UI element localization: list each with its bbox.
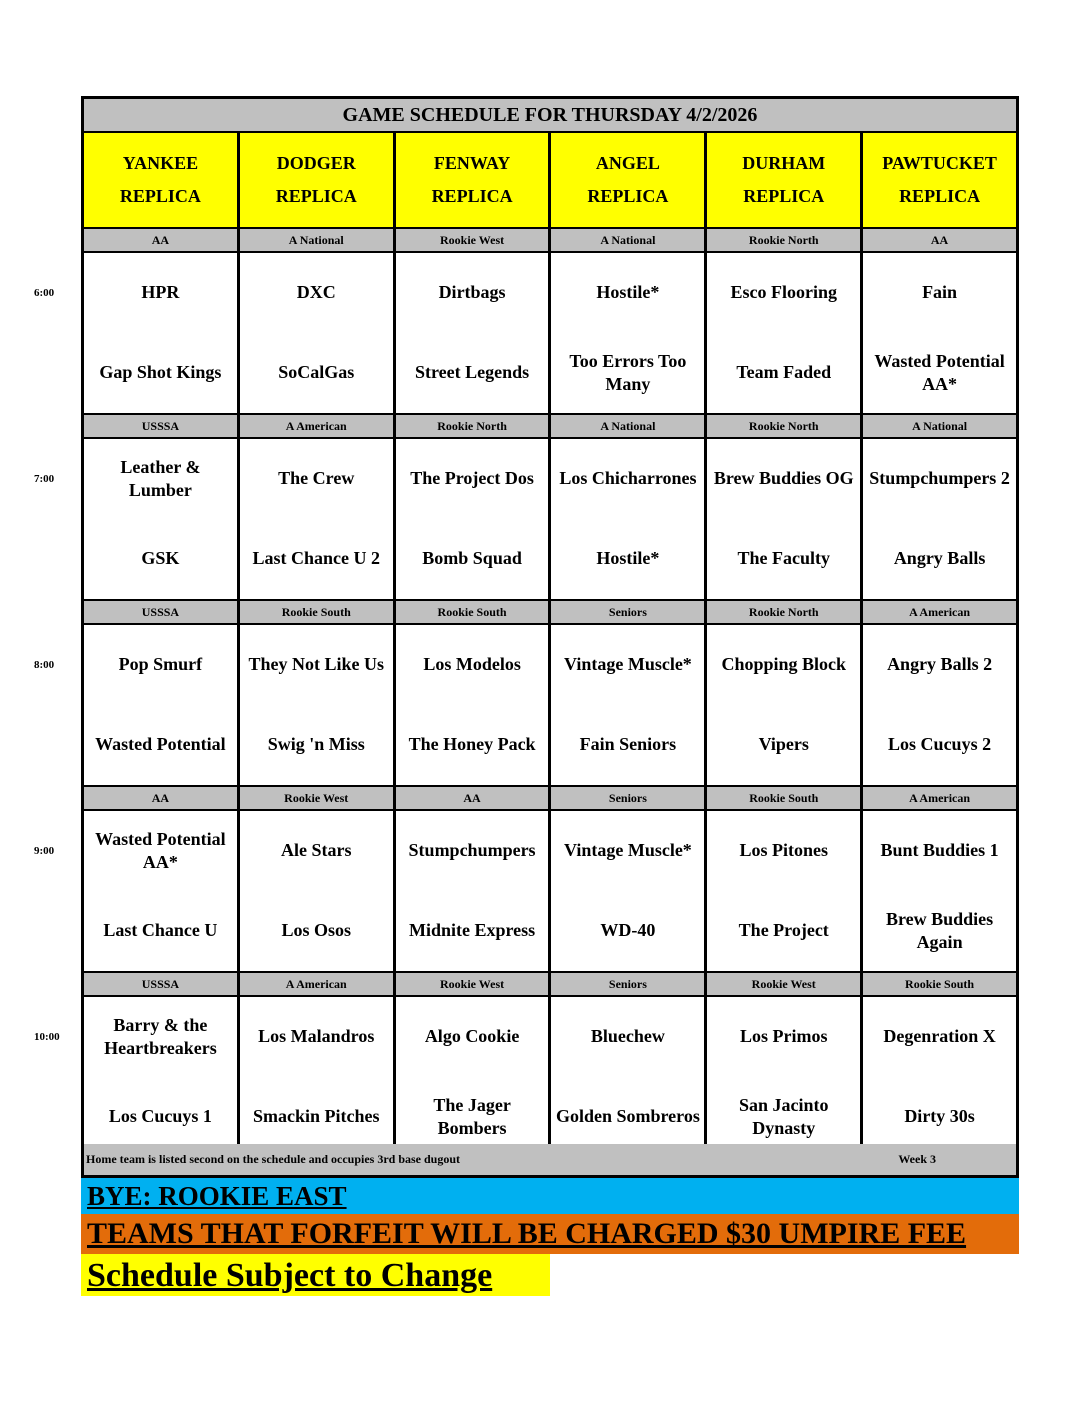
game-cell bbox=[396, 253, 549, 413]
division-label: A American bbox=[863, 787, 1016, 809]
field-type: REPLICA bbox=[743, 186, 825, 206]
game-cell bbox=[84, 997, 237, 1157]
home-team: Street Legends bbox=[414, 362, 530, 383]
division-label: Rookie South bbox=[707, 787, 860, 809]
schedule-footer bbox=[81, 1144, 1019, 1178]
home-team: Midnite Express bbox=[408, 920, 536, 941]
game-cell bbox=[551, 625, 704, 785]
away-team: Los Modelos bbox=[423, 654, 521, 675]
game-cell bbox=[84, 625, 237, 785]
field-header bbox=[707, 133, 860, 227]
away-team: Pop Smurf bbox=[118, 654, 203, 675]
game-cell bbox=[551, 997, 704, 1157]
schedule-subject-banner: Schedule Subject to Change bbox=[81, 1254, 550, 1296]
home-team: Swig 'n Miss bbox=[267, 734, 365, 755]
away-team: Los Pitones bbox=[739, 840, 828, 861]
away-team: Leather & Lumber bbox=[120, 456, 201, 500]
field-type: REPLICA bbox=[899, 186, 981, 206]
schedule-grid bbox=[81, 96, 1019, 1184]
game-cell bbox=[863, 997, 1016, 1157]
away-team: Fain bbox=[922, 282, 958, 303]
home-team: SoCalGas bbox=[278, 362, 355, 383]
bye-banner: BYE: ROOKIE EAST bbox=[81, 1178, 1019, 1214]
home-team: Vipers bbox=[758, 734, 809, 755]
home-team: Last Chance U bbox=[103, 920, 218, 941]
home-team: Dirty 30s bbox=[904, 1106, 975, 1127]
home-team: The Jager Bombers bbox=[433, 1094, 511, 1138]
division-label: Rookie South bbox=[240, 601, 393, 623]
home-team: Gap Shot Kings bbox=[99, 362, 222, 383]
home-team: Team Faded bbox=[736, 362, 832, 383]
field-header bbox=[551, 133, 704, 227]
division-label: A National bbox=[240, 229, 393, 251]
away-team: The Crew bbox=[278, 468, 355, 489]
away-team: Esco Flooring bbox=[730, 282, 837, 303]
division-label: Rookie West bbox=[396, 973, 549, 995]
field-header bbox=[240, 133, 393, 227]
division-label: AA bbox=[84, 229, 237, 251]
game-cell bbox=[84, 439, 237, 599]
away-team: The Project Dos bbox=[410, 468, 534, 489]
time-label: 6:00 bbox=[34, 287, 55, 299]
division-label: Rookie West bbox=[707, 973, 860, 995]
away-team: Ale Stars bbox=[280, 840, 352, 861]
field-header bbox=[396, 133, 549, 227]
home-team: Golden Sombreros bbox=[555, 1106, 700, 1127]
field-name: PAWTUCKET bbox=[882, 153, 997, 173]
home-team-note: Home team is listed second on the schedule and occupies 3rd base dugout bbox=[86, 1152, 461, 1166]
division-label: A American bbox=[863, 601, 1016, 623]
game-cell bbox=[396, 811, 549, 971]
away-team: HPR bbox=[141, 282, 180, 303]
away-team: Degenration X bbox=[883, 1026, 996, 1047]
field-name: DODGER bbox=[276, 153, 356, 173]
game-cell bbox=[707, 253, 860, 413]
game-cell bbox=[240, 997, 393, 1157]
field-type: REPLICA bbox=[587, 186, 669, 206]
away-team: Brew Buddies OG bbox=[713, 468, 854, 489]
home-team: Los Osos bbox=[281, 920, 351, 941]
field-name: FENWAY bbox=[433, 153, 511, 173]
home-team: Too Errors Too Many bbox=[569, 350, 687, 394]
home-team: Hostile* bbox=[596, 548, 660, 569]
field-type: REPLICA bbox=[119, 186, 201, 206]
away-team: They Not Like Us bbox=[248, 654, 384, 675]
time-label: 8:00 bbox=[34, 659, 55, 671]
game-cell bbox=[84, 811, 237, 971]
field-header bbox=[863, 133, 1016, 227]
home-team: Los Cucuys 1 bbox=[108, 1106, 212, 1127]
division-label: A National bbox=[863, 415, 1016, 437]
home-team: The Honey Pack bbox=[408, 734, 536, 755]
away-team: Stumpchumpers 2 bbox=[869, 468, 1010, 489]
home-team: The Faculty bbox=[737, 548, 830, 569]
week-label: Week 3 bbox=[898, 1152, 936, 1166]
game-cell bbox=[707, 997, 860, 1157]
game-cell bbox=[863, 625, 1016, 785]
home-team: Angry Balls bbox=[893, 548, 986, 569]
field-name: DURHAM bbox=[742, 153, 826, 173]
home-team: The Project bbox=[738, 920, 829, 941]
away-team: Vintage Muscle* bbox=[564, 840, 692, 861]
division-label: Seniors bbox=[551, 787, 704, 809]
home-team: Wasted Potential AA* bbox=[874, 350, 1005, 394]
division-label: Rookie North bbox=[707, 601, 860, 623]
home-team: Wasted Potential bbox=[95, 734, 226, 755]
away-team: Algo Cookie bbox=[424, 1026, 520, 1047]
division-label: Rookie West bbox=[240, 787, 393, 809]
game-cell bbox=[240, 625, 393, 785]
division-label: Rookie North bbox=[707, 229, 860, 251]
game-cell bbox=[707, 439, 860, 599]
home-team: San Jacinto Dynasty bbox=[738, 1094, 829, 1138]
division-label: Rookie West bbox=[396, 229, 549, 251]
game-cell bbox=[396, 997, 549, 1157]
game-cell bbox=[863, 811, 1016, 971]
field-name: YANKEE bbox=[122, 153, 199, 173]
home-team: Bomb Squad bbox=[422, 548, 522, 569]
away-team: Chopping Block bbox=[721, 654, 847, 675]
away-team: Los Chicharrones bbox=[559, 468, 697, 489]
division-label: USSSA bbox=[84, 415, 237, 437]
division-label: USSSA bbox=[84, 973, 237, 995]
game-cell bbox=[551, 439, 704, 599]
forfeit-banner: TEAMS THAT FORFEIT WILL BE CHARGED $30 UMPIRE FEE bbox=[81, 1214, 1019, 1254]
away-team: Los Malandros bbox=[258, 1026, 375, 1047]
division-label: Seniors bbox=[551, 601, 704, 623]
away-team: DXC bbox=[296, 282, 336, 303]
division-label: Rookie South bbox=[396, 601, 549, 623]
game-cell bbox=[240, 253, 393, 413]
away-team: Angry Balls 2 bbox=[887, 654, 993, 675]
away-team: Bunt Buddies 1 bbox=[880, 840, 999, 861]
away-team: Los Primos bbox=[739, 1026, 828, 1047]
game-cell bbox=[396, 439, 549, 599]
field-header bbox=[84, 133, 237, 227]
home-team: WD-40 bbox=[600, 920, 656, 941]
away-team: Vintage Muscle* bbox=[564, 654, 692, 675]
away-team: Hostile* bbox=[596, 282, 660, 303]
game-cell bbox=[240, 439, 393, 599]
home-team: Los Cucuys 2 bbox=[888, 734, 992, 755]
division-label: AA bbox=[84, 787, 237, 809]
game-cell bbox=[396, 625, 549, 785]
game-cell bbox=[707, 811, 860, 971]
division-label: Rookie South bbox=[863, 973, 1016, 995]
division-label: USSSA bbox=[84, 601, 237, 623]
game-cell bbox=[863, 253, 1016, 413]
time-label: 7:00 bbox=[34, 473, 55, 485]
game-cell bbox=[551, 811, 704, 971]
home-team: Brew Buddies Again bbox=[885, 908, 994, 952]
game-cell bbox=[551, 253, 704, 413]
division-label: A National bbox=[551, 415, 704, 437]
time-label: 9:00 bbox=[34, 845, 55, 857]
division-label: Rookie North bbox=[707, 415, 860, 437]
division-label: Seniors bbox=[551, 973, 704, 995]
division-label: A American bbox=[240, 415, 393, 437]
page-title: GAME SCHEDULE FOR THURSDAY 4/2/2026 bbox=[84, 99, 1016, 131]
field-name: ANGEL bbox=[595, 153, 660, 173]
division-label: Rookie North bbox=[396, 415, 549, 437]
division-label: A National bbox=[551, 229, 704, 251]
home-team: GSK bbox=[141, 548, 180, 569]
game-cell bbox=[707, 625, 860, 785]
time-label: 10:00 bbox=[34, 1031, 60, 1043]
division-label: A American bbox=[240, 973, 393, 995]
away-team: Barry & the Heartbreakers bbox=[104, 1014, 217, 1058]
away-team: Stumpchumpers bbox=[408, 840, 536, 861]
home-team: Fain Seniors bbox=[579, 734, 677, 755]
division-label: AA bbox=[863, 229, 1016, 251]
away-team: Bluechew bbox=[590, 1026, 665, 1047]
away-team: Wasted Potential AA* bbox=[95, 828, 226, 872]
home-team: Smackin Pitches bbox=[252, 1106, 380, 1127]
field-type: REPLICA bbox=[275, 186, 357, 206]
away-team: Dirtbags bbox=[438, 282, 506, 303]
field-type: REPLICA bbox=[431, 186, 513, 206]
home-team: Last Chance U 2 bbox=[252, 548, 380, 569]
division-label: AA bbox=[396, 787, 549, 809]
game-cell bbox=[240, 811, 393, 971]
game-cell bbox=[863, 439, 1016, 599]
game-cell bbox=[84, 253, 237, 413]
time-column bbox=[0, 0, 82, 1408]
